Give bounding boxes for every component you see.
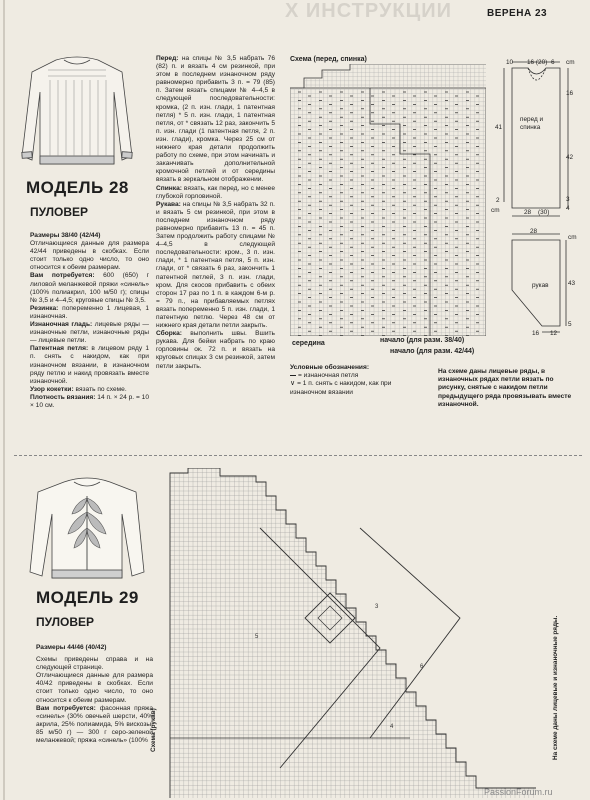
body-num-left-1: 41	[495, 124, 503, 131]
model-29-subtitle: ПУЛОВЕР	[36, 615, 95, 629]
knitting-chart-29	[160, 468, 536, 798]
yoke-label: Узор кокетки:	[30, 385, 74, 393]
section-divider	[14, 455, 582, 456]
body-num-top-3: 6	[551, 59, 555, 66]
magazine-header: ВЕРЕНА 23	[487, 8, 548, 19]
body-num-top-1: 10	[506, 59, 514, 66]
header-ghost-title: Х ИНСТРУКЦИИ	[285, 0, 452, 22]
legend-item-1: = изнаночная петля	[298, 372, 359, 380]
chart-symbol: 4	[390, 724, 394, 730]
sleeve-num-3: 5	[568, 321, 572, 328]
knitting-chart-28	[290, 64, 486, 336]
legend	[290, 364, 425, 397]
sleeve-num-1: 28	[530, 228, 538, 235]
back: вязать, как перед, но с менее глубокой горловиной.	[156, 184, 275, 200]
body-label: перед и спинка	[520, 116, 544, 131]
schema-title: Схема (перед, спинка)	[290, 56, 367, 63]
sweater-illustration-29	[28, 468, 146, 586]
chart-symbol: 5	[255, 634, 259, 640]
sizes: Размеры 38/40 (42/44)	[30, 232, 101, 239]
body-num-right-2: 42	[566, 154, 574, 161]
chart-symbol: 6	[420, 664, 424, 670]
sleeves-label: Рукава:	[156, 200, 181, 208]
intro: Отличающиеся данные для размера 42/44 приведены в скобках. Если стоит только одно число, то оно относится к обеим размерам.	[30, 240, 149, 272]
legend-purl-icon	[290, 375, 296, 376]
materials-label: Вам потребуется:	[30, 272, 95, 280]
sweater-illustration-28	[18, 52, 136, 170]
model-28-text-col2	[156, 55, 275, 371]
materials-29-label: Вам потребуется:	[36, 704, 96, 712]
body-cm-left: cm	[491, 207, 500, 214]
chart-29-side-label: Схема (рукав)	[150, 708, 157, 752]
sizes-29: Размеры 44/46 (40/42)	[36, 644, 107, 651]
legend-item-2: = 1 п. снять с накидом, как при изнаночном вязании	[290, 380, 392, 396]
patent-label: Патентная петля:	[30, 345, 89, 353]
model-29-text	[36, 644, 153, 745]
back-label: Спинка:	[156, 184, 182, 192]
model-29-title: МОДЕЛЬ 29	[36, 588, 139, 607]
sleeves: на спицы № 3,5 набрать 32 п. и вязать 5 см резинкой, при этом в последнем изнаночном ряду равномерно прибавить 13 п. = 45 п. Затем продолжить работу спицами № 4–4,5 в следующей последовательности: кром., 3 п. изн. глади, * 1 патентная петля, 5 п. изн. глади, от * связать 6 раз, закончить 1 патентной петлей, 3 п. изн. глади, кром. Для скосов прибавить с обеих сторон 17 раз по 1 п. в каждом 6-м р. = 79 п., на прибавляемых петлях вязать попеременно 5 п. изн. глади, 1 патентную петлю. Через 48 см от нижнего края детали петли закрыть.	[156, 200, 275, 330]
body-num-left-2: 2	[496, 197, 500, 204]
legend-title: Условные обозначения:	[290, 364, 370, 371]
chart-29-note: На схеме даны лицевые и изнаночные ряды.	[552, 615, 559, 760]
yoke: вязать по схеме.	[75, 385, 127, 393]
sleeve-num-4: 12	[550, 330, 558, 337]
sleeve-cm: cm	[568, 234, 577, 241]
body-cm-top: cm	[566, 59, 575, 66]
intro-29-1: Схемы приведены справа и на следующей странице.	[36, 656, 153, 672]
watermark: PassionForum.ru	[484, 787, 553, 797]
page-edge-line	[3, 0, 5, 800]
body-num-bottom-1: 28	[524, 209, 532, 216]
schema-start-large: начало (для разм. 42/44)	[390, 348, 475, 355]
sleeve-label: рукав	[532, 282, 549, 289]
schema-start-small: начало (для разм. 38/40)	[380, 337, 465, 344]
rib: попеременно 1 лицевая, 1 изнаночная.	[30, 304, 149, 320]
materials: 600 (650) г лиловой меланжевой пряжи «синель» (100% полиакрил, 100 м/50 г); спицы № 3,5 и 4–4,5; круговые спицы № 3,5.	[30, 272, 149, 304]
schema-middle-label: середина	[292, 340, 325, 347]
chart-symbol: 3	[375, 604, 379, 610]
body-num-right-3: 3	[566, 196, 570, 203]
sleeve-num-5: 16	[532, 330, 540, 337]
intro-29-2: Отличающиеся данные для размера 40/42 приведены в скобках. Если стоит только одно число, то оно относится к обеим размерам.	[36, 672, 153, 704]
gauge: 14 п. × 24 р. = 10 × 10 см.	[30, 393, 149, 409]
purl: лицевые ряды — изнаночные петли, изнаночные ряды — лицевые петли.	[30, 321, 149, 345]
body-num-right-4: 4	[566, 205, 570, 212]
body-num-top-2: 16 (20)	[527, 59, 548, 66]
sleeve-num-2: 43	[568, 280, 576, 287]
model-28-text-col1	[30, 232, 149, 410]
assembly-label: Сборка:	[156, 330, 182, 338]
body-num-right-1: 16	[566, 90, 574, 97]
assembly: выполнить швы. Вшить рукава. Для бейки набрать по краю горловины ок. 72 п. и вязать на круговых спицах 3 см резинкой, затем петли закрыть.	[156, 330, 275, 370]
model-28-subtitle: ПУЛОВЕР	[30, 205, 89, 219]
materials-29: фасонная пряжа «синель» (30% овечьей шерсти, 40% акрила, 25% полиамида, 5% вискозы; 85 м/50 г) — 300 г серо-зеленой меланжевой; пряжа «синель» (100%	[36, 704, 153, 745]
rib-label: Резинка:	[30, 304, 59, 312]
body-num-bottom-2: (30)	[538, 209, 550, 216]
patent: в лицевом ряду 1 п. снять с накидом, как при изнаночном вязании, в изнаночном ряду петлю и накид провязать вместе изнаночной.	[30, 345, 149, 385]
gauge-label: Плотность вязания:	[30, 393, 96, 401]
legend-note: На схеме даны лицевые ряды, в изнаночных рядах петли вязать по рисунку, снятые с накидом петли предыдущего ряда провязывать вместе изнаночной.	[438, 368, 572, 408]
legend-slip-icon: ∨	[290, 380, 296, 388]
model-28-title: МОДЕЛЬ 28	[26, 178, 129, 197]
purl-label: Изнаночная гладь:	[30, 321, 93, 329]
front-label: Перед:	[156, 55, 179, 62]
front: на спицы № 3,5 набрать 76 (82) п. и вязать 4 см резинкой, при этом в последнем изнаночном ряду равномерно прибавить 3 п. = 79 (85) п. Затем вязать спицами № 4–4,5 в следующей последовательности: кромка, (2 п. изн. глади, 1 патентная петля) * 5 п. изн. глади, 1 патентная петля, от * связать 12 раз, закончить 5 п. изн. глади (1 патентная петля, 2 п. изн. глади), кромка. Через 25 см от нижнего края детали продолжить работу по схеме, при этом начинать и заканчивать дополнительной кромочной петлей и от середины вязать в зеркальном отображении.	[156, 55, 275, 184]
